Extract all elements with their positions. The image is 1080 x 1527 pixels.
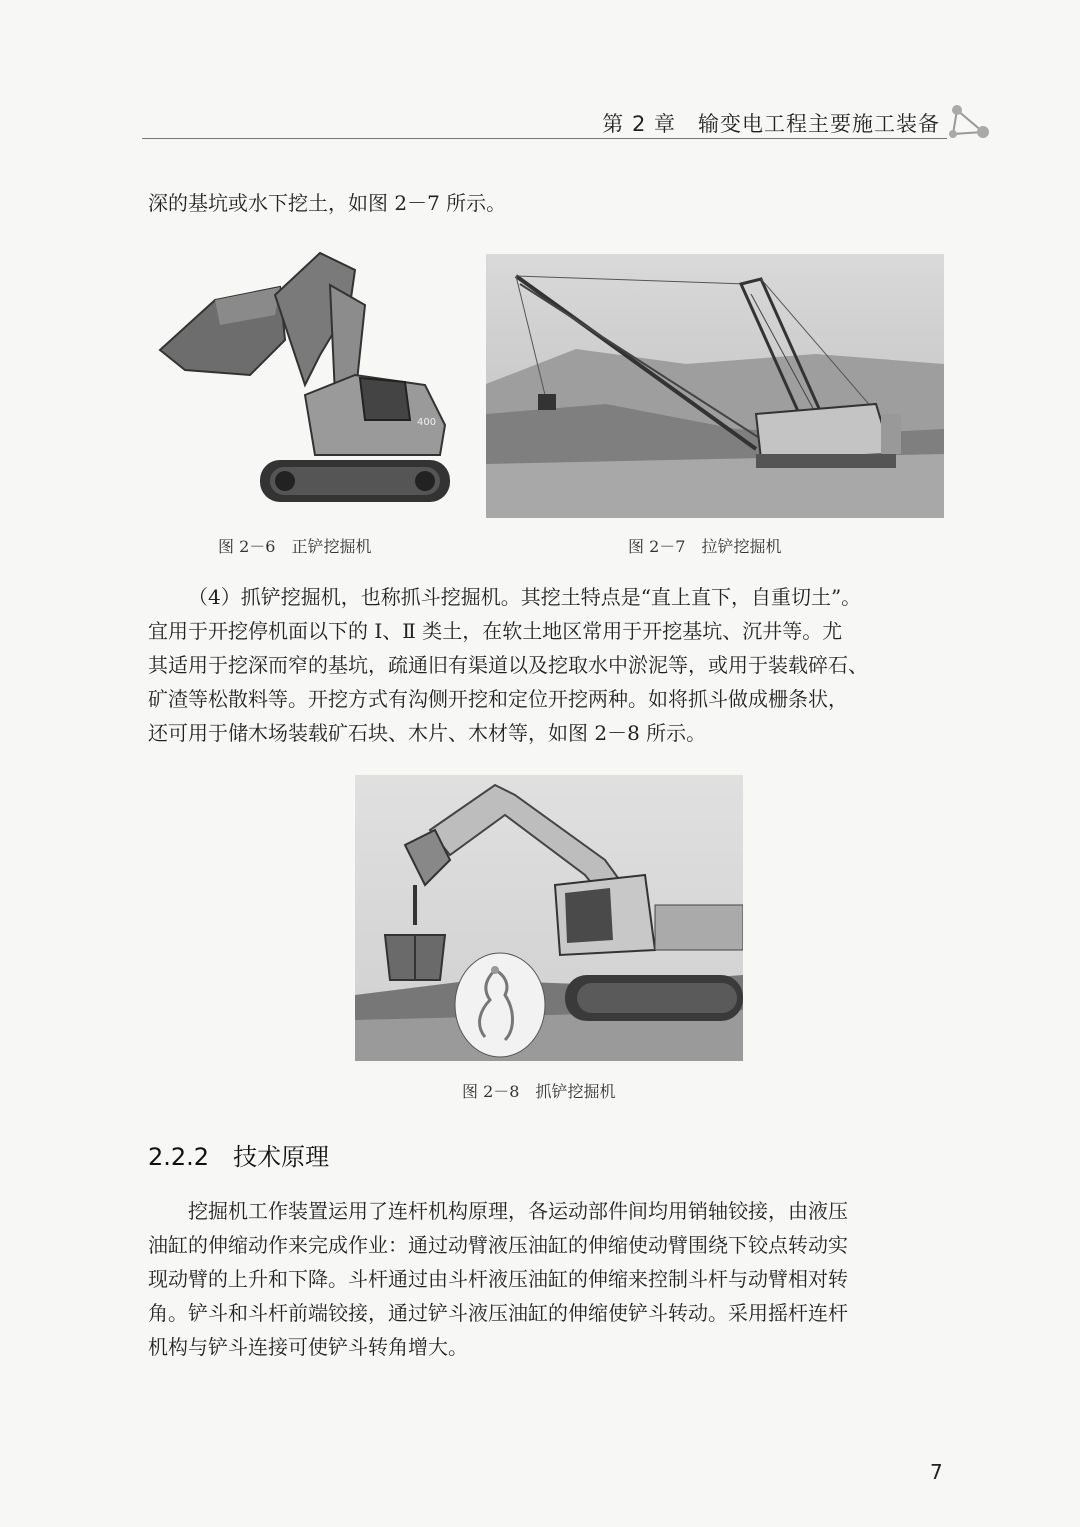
figure-front-shovel-excavator (155, 245, 455, 510)
paragraph-principle-line-1: 挖掘机工作装置运用了连杆机构原理，各运动部件间均用销轴铰接，由液压 (188, 1199, 848, 1223)
figure-caption-2-7: 图 2－7 拉铲挖掘机 (628, 537, 782, 556)
section-title: 技术原理 (233, 1143, 330, 1171)
figure-caption-2-6: 图 2－6 正铲挖掘机 (218, 537, 372, 556)
excavator-cab-label: 400 (417, 417, 437, 428)
paragraph-principle-line-3: 现动臂的上升和下降。斗杆通过由斗杆液压油缸的伸缩来控制斗杆与动臂相对转 (148, 1267, 848, 1291)
header-divider (142, 138, 947, 139)
paragraph-clamshell-line-3: 其适用于挖深而窄的基坑，疏通旧有渠道以及挖取水中淤泥等，或用于装载碎石、 (148, 653, 868, 677)
chapter-title: 第 2 章 输变电工程主要施工装备 (602, 112, 940, 136)
page-number: 7 (930, 1460, 943, 1484)
figure-caption-2-8: 图 2－8 抓铲挖掘机 (462, 1082, 616, 1101)
paragraph-clamshell-line-4: 矿渣等松散料等。开挖方式有沟侧开挖和定位开挖两种。如将抓斗做成栅条状， (148, 687, 848, 711)
paragraph-principle-line-2: 油缸的伸缩动作来完成作业：通过动臂液压油缸的伸缩使动臂围绕下铰点转动实 (148, 1233, 848, 1257)
paragraph-principle-line-4: 角。铲斗和斗杆前端铰接，通过铲斗液压油缸的伸缩使铲斗转动。采用摇杆连杆 (148, 1301, 848, 1325)
running-header (0, 104, 1080, 144)
section-number: 2.2.2 (148, 1143, 210, 1171)
paragraph-clamshell-line-1: （4）抓铲挖掘机，也称抓斗挖掘机。其挖土特点是“直上直下，自重切土”。 (188, 585, 862, 609)
paragraph-clamshell-line-2: 宜用于开挖停机面以下的 Ⅰ、Ⅱ 类土，在软土地区常用于开挖基坑、沉井等。尤 (148, 619, 843, 643)
paragraph-principle-line-5: 机构与铲斗连接可使铲斗转角增大。 (148, 1335, 468, 1359)
paragraph-intro: 深的基坑或水下挖土，如图 2－7 所示。 (148, 191, 507, 215)
triangle-nodes-icon (945, 104, 993, 144)
paragraph-clamshell-line-5: 还可用于储木场装载矿石块、木片、木材等，如图 2－8 所示。 (148, 721, 707, 745)
section-heading (148, 1137, 329, 1172)
figure-dragline-excavator (486, 254, 944, 518)
figure-clamshell-excavator (355, 775, 743, 1061)
